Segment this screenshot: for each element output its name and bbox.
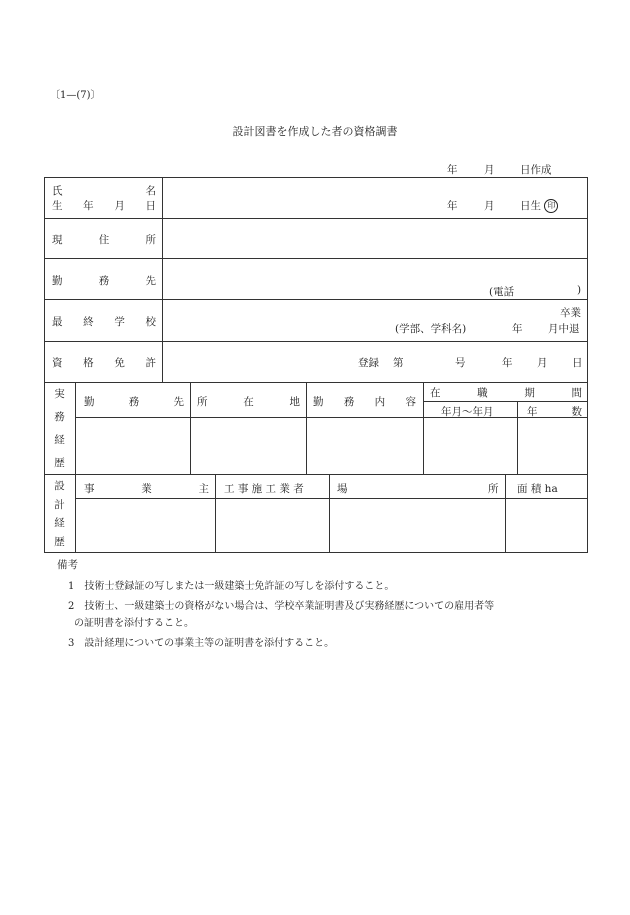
design-side-label: 設 計 経 歴 bbox=[54, 480, 65, 548]
page-title: 設計図書を作成した者の資格調書 bbox=[232, 125, 398, 138]
created-year: 年 bbox=[447, 164, 458, 176]
practical-location-header: 所 在 地 bbox=[197, 396, 300, 408]
design-place-header-end: 所 bbox=[488, 483, 499, 495]
license-year: 年 bbox=[502, 357, 513, 369]
design-place-header: 場 bbox=[337, 483, 348, 495]
name-label: 氏 名 bbox=[52, 185, 156, 197]
registration-gou: 号 bbox=[455, 357, 466, 369]
practical-workplace-header: 勤 務 先 bbox=[84, 396, 184, 408]
note-item: 1 技術士登録証の写しまたは一級建築士免許証の写しを添付すること。 bbox=[68, 581, 395, 592]
workplace-label: 勤 務 先 bbox=[52, 275, 156, 287]
registration-text: 登録 bbox=[358, 357, 379, 369]
practical-range-header: 年月〜年月 bbox=[441, 406, 494, 418]
design-contractor-header: 工 事 施 工 業 者 bbox=[224, 483, 304, 495]
practical-years-header: 年 数 bbox=[527, 406, 582, 418]
practical-period-header: 在 職 期 間 bbox=[430, 387, 582, 399]
form-number: 〔1—(7)〕 bbox=[50, 90, 101, 101]
created-month: 月 bbox=[484, 164, 495, 176]
school-year: 年 bbox=[512, 323, 523, 335]
license-label: 資 格 免 許 bbox=[52, 357, 156, 369]
graduated-text: 卒業 bbox=[560, 307, 581, 319]
dropout-text: 月中退 bbox=[548, 323, 580, 335]
registration-dai: 第 bbox=[393, 357, 404, 369]
birth-label: 生 年 月 日 bbox=[52, 200, 156, 212]
phone-label: (電話 bbox=[489, 286, 515, 298]
practical-side-label: 実 務 経 歴 bbox=[54, 388, 65, 469]
school-label: 最 終 学 校 bbox=[52, 316, 156, 328]
birth-day: 日生 印 bbox=[520, 198, 558, 213]
note-item: の証明書を添付すること。 bbox=[74, 618, 194, 629]
design-client-header: 事 業 主 bbox=[84, 483, 209, 495]
practical-duties-header: 勤 務 内 容 bbox=[313, 396, 416, 408]
phone-close: ) bbox=[577, 284, 582, 296]
birth-month: 月 bbox=[484, 200, 495, 212]
created-day: 日作成 bbox=[520, 164, 552, 176]
notes-heading: 備考 bbox=[57, 559, 78, 571]
license-month: 月 bbox=[537, 357, 548, 369]
design-area-header: 面 積 ha bbox=[517, 483, 558, 495]
note-item: 3 設計経理についての事業主等の証明書を添付すること。 bbox=[68, 638, 335, 649]
address-label: 現 住 所 bbox=[52, 234, 156, 246]
faculty-text: (学部、学科名) bbox=[395, 323, 467, 335]
birth-year: 年 bbox=[447, 200, 458, 212]
seal-mark: 印 bbox=[544, 199, 558, 213]
license-day: 日 bbox=[572, 357, 583, 369]
note-item: 2 技術士、一級建築士の資格がない場合は、学校卒業証明書及び実務経歴についての雇用者等 bbox=[68, 601, 495, 612]
